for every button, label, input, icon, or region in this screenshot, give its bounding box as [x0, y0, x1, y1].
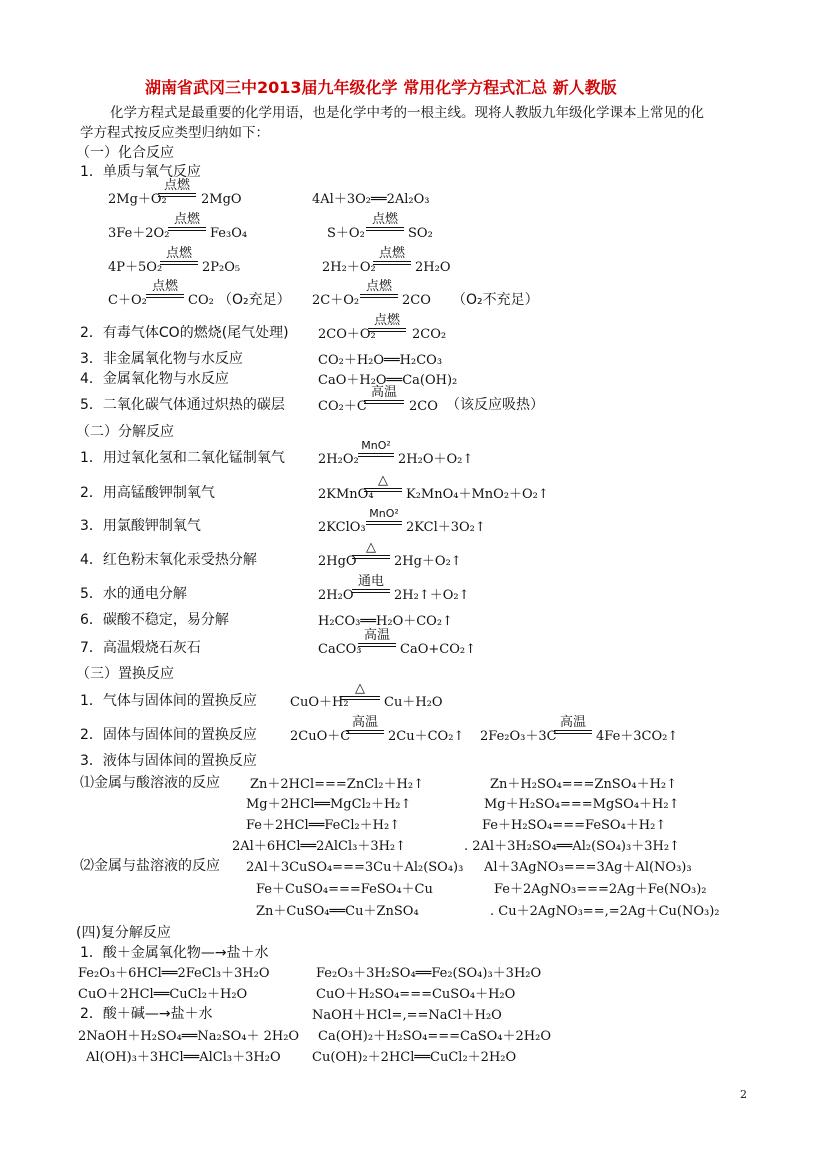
equation: Fe＋CuSO₄===FeSO₄＋Cu	[256, 882, 433, 897]
reaction-condition: MnO²	[358, 439, 394, 457]
equation: 4Al＋3O₂══2Al₂O₃	[312, 192, 430, 207]
eq-left: 3Fe＋2O₂	[108, 226, 170, 241]
reaction-condition: 高温	[554, 716, 592, 734]
sub-heading: ⑴金属与酸溶液的反应	[80, 775, 220, 791]
equation: CaO＋H₂O══Ca(OH)₂	[318, 373, 458, 388]
reaction-condition: 点燃	[146, 280, 184, 298]
eq-right: K₂MnO₄＋MnO₂＋O₂↑	[406, 487, 549, 502]
eq-right: 4Fe＋3CO₂↑	[596, 729, 679, 744]
reaction-condition: 点燃	[368, 314, 406, 332]
section-heading-combination: （一）化合反应	[76, 145, 174, 161]
eq-right: 2H₂O	[415, 260, 451, 275]
equation: Fe＋2HCl══FeCl₂＋H₂↑	[246, 818, 401, 833]
eq-right: CO₂	[188, 293, 214, 308]
eq-left: 2CO＋O₂	[318, 327, 376, 342]
item-heading: 4．金属氧化物与水反应	[80, 371, 229, 387]
reaction-condition: 高温	[364, 386, 404, 404]
eq-right: Fe₃O₄	[210, 226, 248, 241]
eq-left: S＋O₂	[327, 226, 365, 241]
eq-right: 2CO₂	[412, 327, 447, 342]
equation: Mg＋2HCl══MgCl₂＋H₂↑	[246, 797, 412, 812]
reaction-condition: 点燃	[373, 247, 411, 265]
item-heading: 3．用氯酸钾制氧气	[80, 518, 201, 534]
reaction-condition: MnO²	[366, 507, 402, 525]
equation: . 2Al＋3H₂SO₄══Al₂(SO₄)₃＋3H₂↑	[464, 839, 680, 854]
eq-note: （O₂不充足）	[452, 292, 539, 308]
eq-left: 2H₂O	[318, 588, 354, 603]
eq-left: 2KClO₃	[318, 520, 366, 535]
eq-left: CO₂＋C	[318, 399, 367, 414]
reaction-condition: 点燃	[168, 213, 206, 231]
eq-left: 2C＋O₂	[312, 293, 360, 308]
equation: Ca(OH)₂＋H₂SO₄===CaSO₄＋2H₂O	[318, 1029, 551, 1044]
equation: Zn＋2HCl===ZnCl₂＋H₂↑	[250, 777, 424, 792]
intro-line-1: 化学方程式是最重要的化学用语，也是化学中考的一根主线。现将人教版九年级化学课本上常见的化	[110, 105, 704, 121]
page-number: 2	[740, 1088, 747, 1101]
eq-right: CaO+CO₂↑	[400, 642, 476, 657]
item-heading: 7．高温煅烧石灰石	[80, 640, 201, 656]
item-heading: 3．非金属氧化物与水反应	[80, 351, 243, 367]
eq-left: 2CuO＋C	[290, 729, 351, 744]
item-heading: 1．气体与固体间的置换反应	[80, 693, 257, 709]
item-heading: 2．固体与固体间的置换反应	[80, 727, 257, 743]
item-heading: 2．酸＋碱—→盐＋水	[80, 1006, 213, 1022]
eq-left: 2H₂O₂	[318, 452, 359, 467]
eq-right: 2KCl＋3O₂↑	[406, 520, 486, 535]
reaction-condition: 通电	[352, 575, 390, 593]
equation: Zn＋CuSO₄══Cu＋ZnSO₄	[256, 904, 419, 919]
equation: CuO＋H₂SO₄===CuSO₄＋H₂O	[316, 987, 516, 1002]
eq-left: CuO＋H₂	[290, 695, 349, 710]
reaction-condition: 点燃	[160, 247, 198, 265]
eq-right: 2CO	[402, 293, 431, 308]
reaction-condition: △	[352, 541, 390, 559]
eq-right: Cu＋H₂O	[384, 695, 443, 710]
eq-note: （该反应吸热）	[446, 397, 544, 413]
equation: 2Al＋6HCl══2AlCl₃＋3H₂↑	[232, 839, 407, 854]
equation: 2NaOH＋H₂SO₄══Na₂SO₄＋ 2H₂O	[78, 1029, 300, 1044]
equation: 2Al＋3CuSO₄===3Cu＋Al₂(SO₄)₃	[246, 860, 464, 875]
eq-left: CaCO₃	[318, 642, 362, 657]
equation: Mg＋H₂SO₄===MgSO₄＋H₂↑	[484, 797, 680, 812]
eq-right: 2MgO	[201, 192, 242, 207]
eq-right: 2Hg＋O₂↑	[394, 554, 462, 569]
eq-left: C＋O₂	[108, 293, 147, 308]
item-heading: 3．液体与固体间的置换反应	[80, 753, 257, 769]
equation: H₂CO₃══H₂O＋CO₂↑	[318, 614, 453, 629]
reaction-condition: △	[364, 474, 402, 492]
intro-line-2: 学方程式按反应类型归纳如下：	[80, 125, 269, 141]
eq-left: 2HgO	[318, 554, 357, 569]
eq-right: 2H₂O＋O₂↑	[398, 452, 474, 467]
page-title: 湖南省武冈三中2013届九年级化学 常用化学方程式汇总 新人教版	[145, 78, 617, 97]
eq-left: 2Mg＋O₂	[108, 192, 167, 207]
eq-right: SO₂	[408, 226, 433, 241]
reaction-condition: 点燃	[158, 179, 196, 197]
reaction-condition: 高温	[346, 716, 384, 734]
eq-right: 2CO	[409, 399, 438, 414]
section-heading-double-displacement: (四)复分解反应	[76, 925, 171, 941]
section-heading-displacement: （三）置换反应	[76, 666, 174, 682]
eq-right: 2H₂↑＋O₂↑	[394, 588, 470, 603]
item-heading: 1．单质与氧气反应	[80, 164, 201, 180]
item-heading: 2．用高锰酸钾制氧气	[80, 485, 215, 501]
eq-note: （O₂充足）	[218, 292, 291, 308]
equation: Fe＋2AgNO₃===2Ag＋Fe(NO₃)₂	[494, 882, 707, 897]
item-heading: 5．水的通电分解	[80, 586, 187, 602]
eq-right: 2P₂O₅	[202, 260, 241, 275]
item-heading: 5．二氧化碳气体通过炽热的碳层	[80, 397, 285, 413]
item-heading: 6．碳酸不稳定，易分解	[80, 612, 229, 628]
item-heading: 2．有毒气体CO的燃烧(尾气处理)	[80, 325, 289, 341]
item-heading: 1．用过氧化氢和二氧化锰制氧气	[80, 450, 285, 466]
eq-left: 2H₂＋O₂	[322, 260, 376, 275]
equation: Fe₂O₃＋3H₂SO₄══Fe₂(SO₄)₃＋3H₂O	[316, 966, 542, 981]
section-heading-decomposition: （二）分解反应	[76, 424, 174, 440]
equation: Fe₂O₃＋6HCl══2FeCl₃＋3H₂O	[78, 966, 270, 981]
reaction-condition: 高温	[358, 629, 396, 647]
reaction-condition: 点燃	[366, 213, 404, 231]
equation: NaOH＋HCl=,==NaCl＋H₂O	[312, 1008, 502, 1023]
equation: Zn＋H₂SO₄===ZnSO₄＋H₂↑	[490, 777, 678, 792]
equation: Al(OH)₃＋3HCl══AlCl₃＋3H₂O	[86, 1050, 281, 1065]
eq-left: 4P＋5O₂	[108, 260, 163, 275]
equation: . Cu＋2AgNO₃==,=2Ag＋Cu(NO₃)₂	[490, 904, 720, 919]
reaction-condition: △	[340, 682, 380, 700]
equation: Fe＋H₂SO₄===FeSO₄＋H₂↑	[482, 818, 667, 833]
sub-heading: ⑵金属与盐溶液的反应	[80, 858, 220, 874]
eq-left: 2KMnO₄	[318, 487, 374, 502]
eq-left: 2Fe₂O₃＋3C	[480, 729, 557, 744]
equation: Cu(OH)₂＋2HCl══CuCl₂＋2H₂O	[312, 1050, 517, 1065]
equation: CuO＋2HCl══CuCl₂＋H₂O	[78, 987, 248, 1002]
equation: Al＋3AgNO₃===3Ag＋Al(NO₃)₃	[484, 860, 692, 875]
reaction-condition: 点燃	[360, 280, 398, 298]
item-heading: 4．红色粉末氧化汞受热分解	[80, 552, 257, 568]
equation: CO₂＋H₂O══H₂CO₃	[318, 353, 443, 368]
item-heading: 1．酸＋金属氧化物—→盐＋水	[80, 945, 269, 961]
eq-right: 2Cu＋CO₂↑	[388, 729, 465, 744]
